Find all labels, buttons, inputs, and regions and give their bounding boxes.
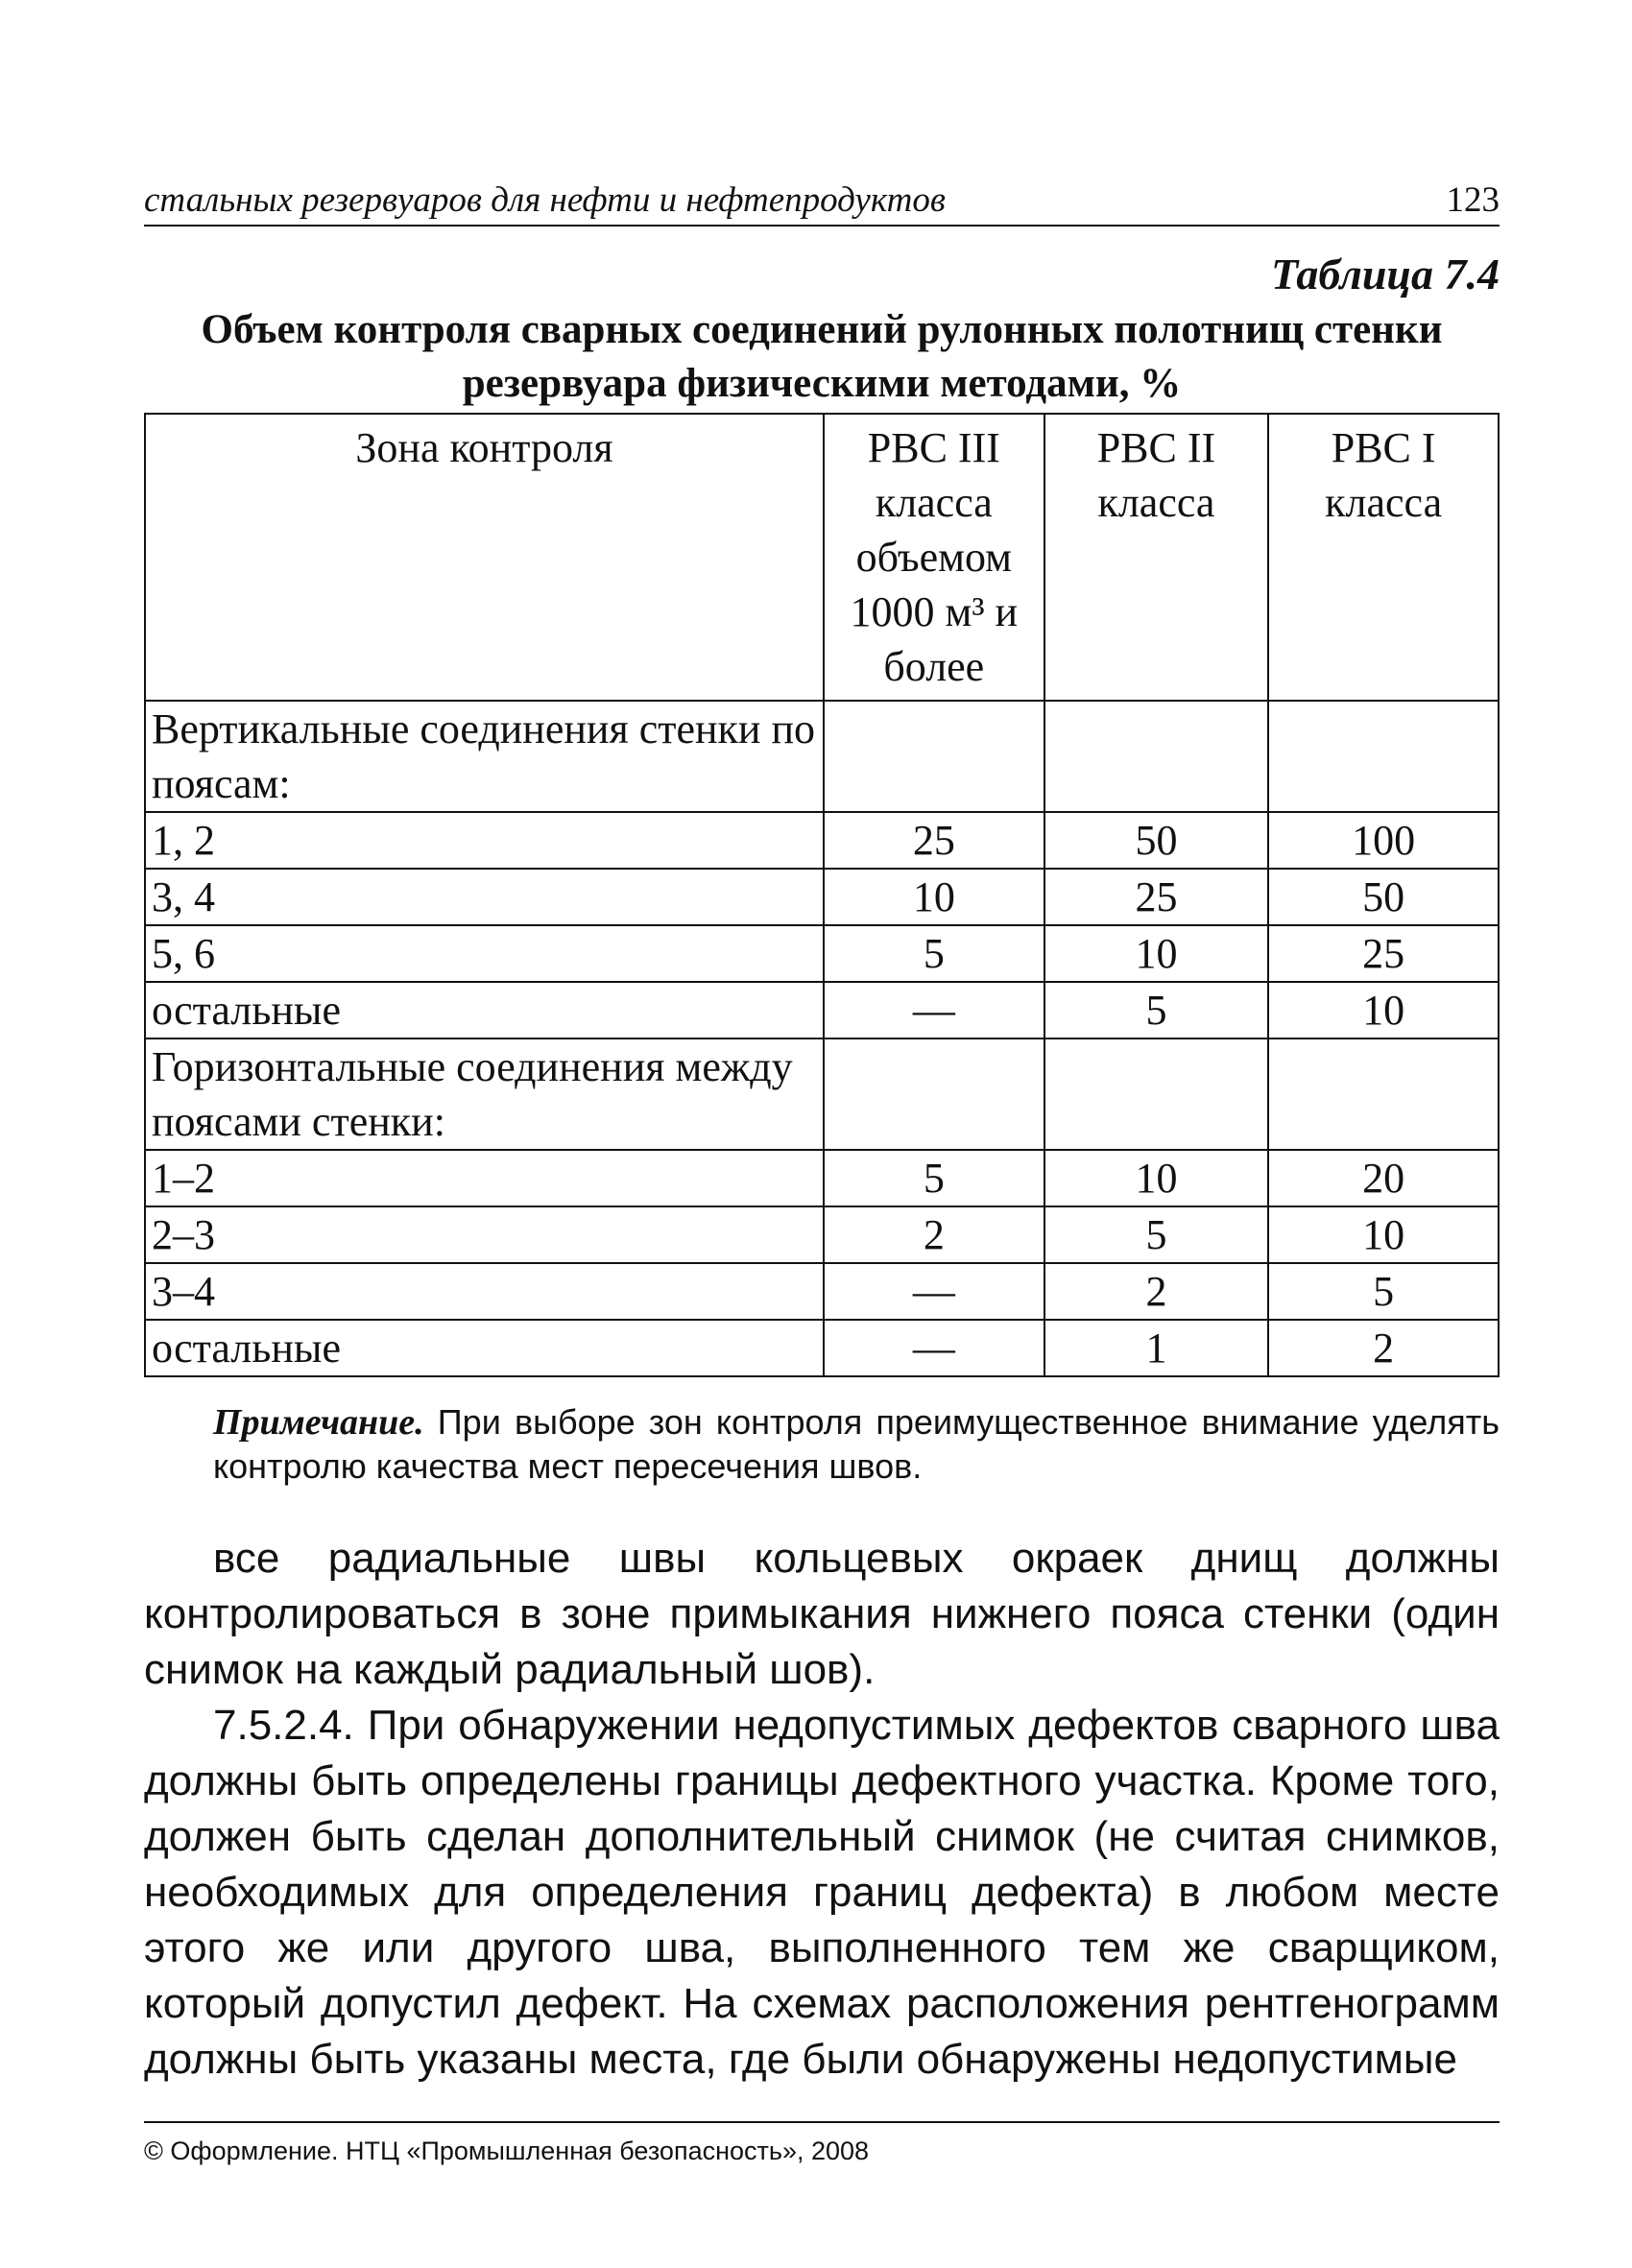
footer: © Оформление. НТЦ «Промышленная безопасность», 2008 [144,2121,1500,2166]
value-cell: 10 [824,869,1044,925]
zone-cell: остальные [145,982,824,1039]
header-zone: Зона контроля [145,414,824,701]
table-row [145,1039,1499,1150]
value-cell: 10 [1044,925,1269,982]
body-text [144,1531,1500,2088]
running-head-title: стальных резервуаров для нефти и нефтепродуктов [144,180,946,220]
zone-cell: 3–4 [145,1263,824,1320]
zone-cell: 5, 6 [145,925,824,982]
table-label: Таблица 7.4 [1270,250,1500,298]
zone-cell: Вертикальные соединения стенки по поясам: [145,701,824,812]
value-cell: 2 [1044,1263,1269,1320]
table-row [145,1206,1499,1263]
value-cell: — [824,982,1044,1039]
value-cell: 1 [1044,1320,1269,1376]
value-cell [1044,701,1269,812]
value-cell: 25 [1268,925,1499,982]
page [144,173,1500,2088]
running-head [144,173,1500,227]
page-number: 123 [1446,180,1500,220]
value-cell: 5 [824,925,1044,982]
value-cell [1268,701,1499,812]
zone-cell: 2–3 [145,1206,824,1263]
table-row [145,1150,1499,1206]
value-cell: 10 [1044,1150,1269,1206]
zone-cell: остальные [145,1320,824,1376]
value-cell: — [824,1320,1044,1376]
note-text: При выборе зон контроля преимущественное внимание уделять контролю качества мест пересечения швов. [213,1402,1500,1486]
value-cell: 25 [1044,869,1269,925]
table-header-row [145,414,1499,701]
table-row [145,982,1499,1039]
zone-cell: 1, 2 [145,812,824,869]
value-cell: 50 [1044,812,1269,869]
value-cell: 10 [1268,982,1499,1039]
note-label: Примечание. [213,1402,424,1443]
zone-cell: 1–2 [145,1150,824,1206]
value-cell [1044,1039,1269,1150]
value-cell: — [824,1263,1044,1320]
table-row [145,869,1499,925]
table-row [145,1320,1499,1376]
zone-cell: Горизонтальные соединения между поясами стенки: [145,1039,824,1150]
header-class-3: РВС III класса объемом 1000 м³ и более [824,414,1044,701]
value-cell: 25 [824,812,1044,869]
zone-cell: 3, 4 [145,869,824,925]
table-note [144,1400,1500,1489]
value-cell: 5 [1044,982,1269,1039]
value-cell: 5 [824,1150,1044,1206]
paragraph: все радиальные швы кольцевых окраек днищ должны контролироваться в зоне примыкания нижнего пояса стенки (один снимок на каждый радиальный шов). [144,1535,1500,1693]
value-cell: 2 [1268,1320,1499,1376]
value-cell: 10 [1268,1206,1499,1263]
value-cell: 2 [824,1206,1044,1263]
value-cell: 5 [1044,1206,1269,1263]
inspection-table [144,413,1500,1377]
value-cell [824,701,1044,812]
value-cell: 20 [1268,1150,1499,1206]
table-row [145,925,1499,982]
table-row [145,812,1499,869]
header-class-2: РВС II класса [1044,414,1269,701]
value-cell: 5 [1268,1263,1499,1320]
paragraph: 7.5.2.4. При обнаружении недопустимых дефектов сварного шва должны быть определены границы дефектного участка. Кроме того, должен быть сделан дополнительный снимок (не считая снимков, необходимых для определения границ дефекта) в любом месте этого же или другого шва, выполненного тем же сварщиком, который допустил дефект. На схемах расположения рентгенограмм должны быть указаны места, где были обнаружены недопустимые [144,1702,1500,2083]
value-cell: 50 [1268,869,1499,925]
table-row [145,1263,1499,1320]
value-cell [824,1039,1044,1150]
table-caption: Объем контроля сварных соединений рулонных полотнищ стенки резервуара физическими методами, % [201,307,1443,406]
value-cell [1268,1039,1499,1150]
value-cell: 100 [1268,812,1499,869]
table-row [145,701,1499,812]
header-class-1: РВС I класса [1268,414,1499,701]
